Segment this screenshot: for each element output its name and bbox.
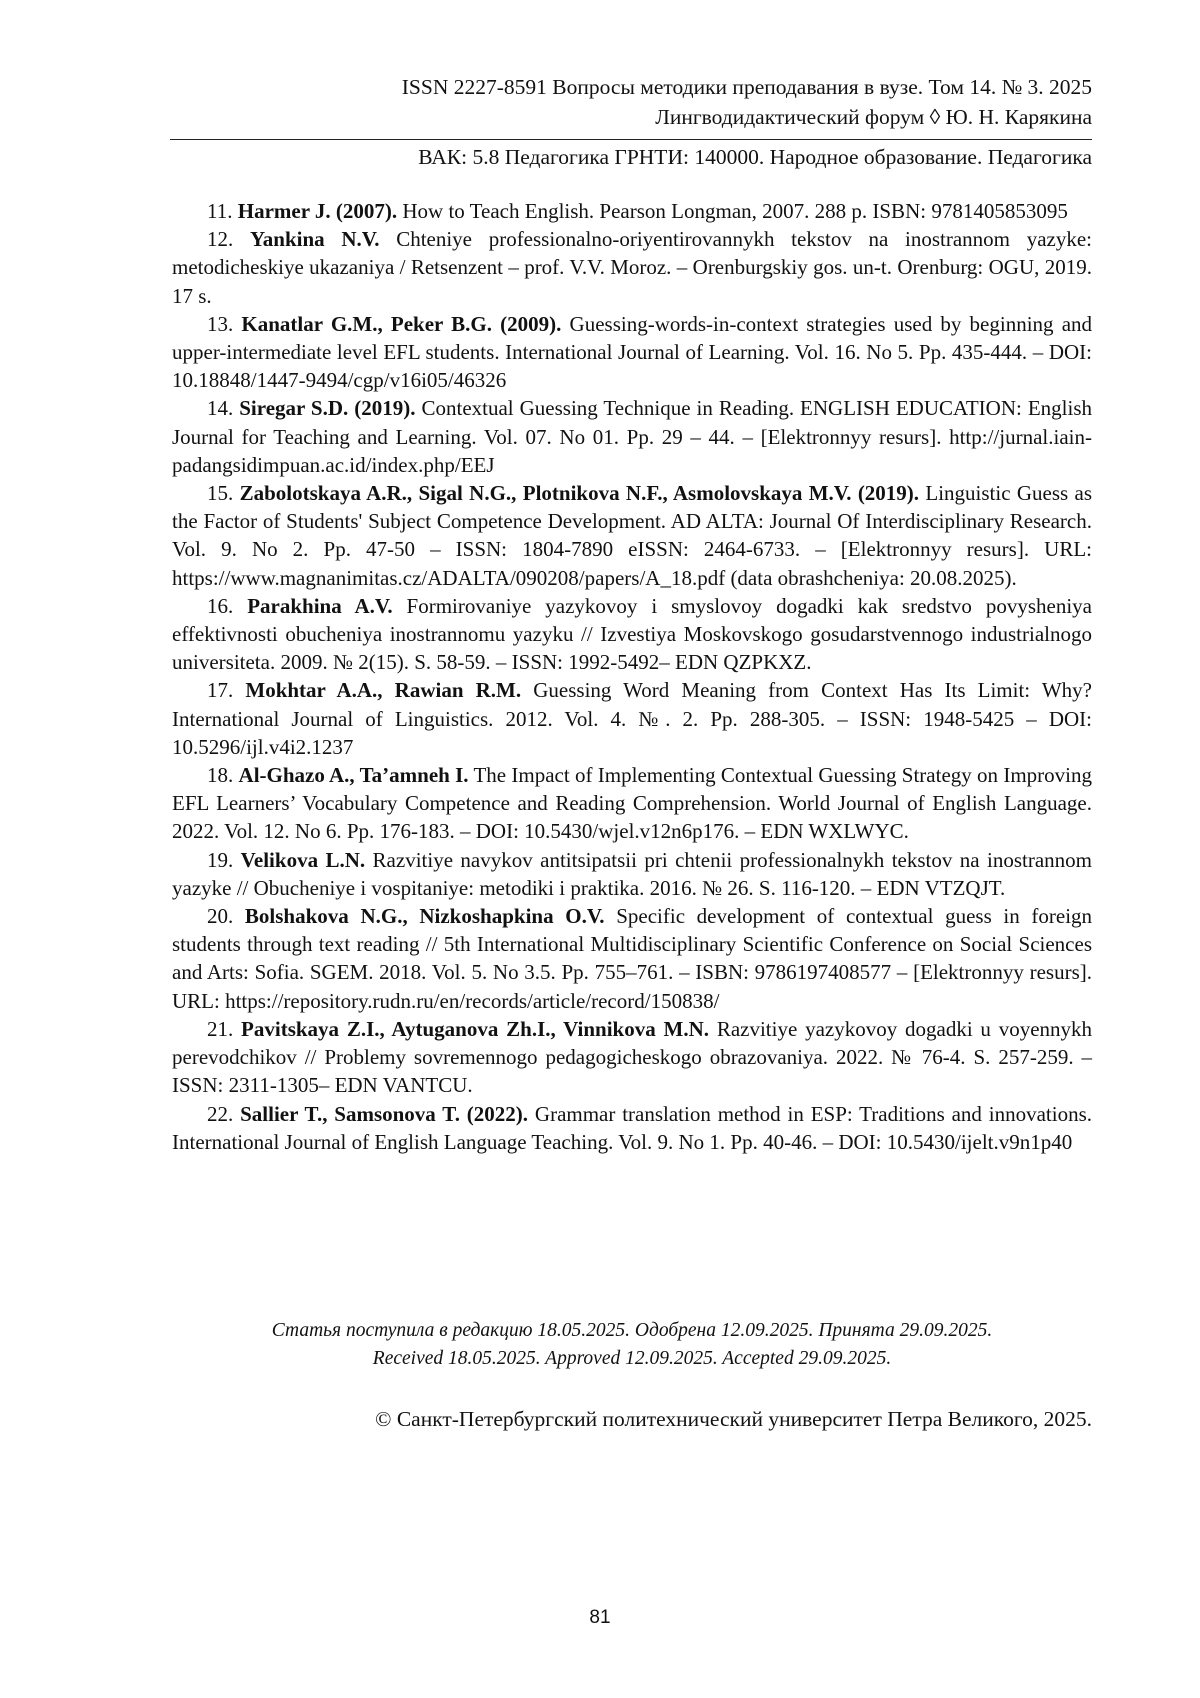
reference-item [172,479,1092,592]
reference-authors: Parakhina A.V. [247,593,393,618]
reference-number: 20. [207,904,234,929]
reference-authors: Al-Ghazo A., Ta’amneh I. [238,763,469,788]
reference-number: 21. [207,1016,234,1041]
copyright-notice: © Санкт-Петербургский политехнический университет Петра Великого, 2025. [375,1407,1092,1431]
reference-authors: Mokhtar A.A., Rawian R.M. [245,678,522,703]
reference-number: 11. [207,199,233,223]
journal-issn-line: ISSN 2227-8591 Вопросы методики преподавания в вузе. Том 14. № 3. 2025 [401,75,1092,99]
reference-text: Guessing Word Meaning from Context Has Its Limit: Why? International Journal of Linguistics. 2012. Vol. 4. №. 2. Pp. 288-305. – ISSN: 1948-5425 – DOI: 10.5296/ijl.v4i2.1237 [172,678,1093,759]
reference-item [172,761,1092,846]
reference-text: Formirovaniye yazykovoy i smyslovoy dogadki kak sredstvo povysheniya effektivnosti obucheniya inostrannomu yazyku // Izvestiya Moskovskogo gosudarstvennogo industrialnogo universiteta. 2009. № 2(15). S. 58-59. – ISSN: 1992-5492– EDN QZPKXZ. [172,593,1092,675]
reference-number: 12. [207,227,234,252]
classification-line: ВАК: 5.8 Педагогика ГРНТИ: 140000. Народное образование. Педагогика [418,145,1092,169]
reference-authors: Zabolotskaya A.R., Sigal N.G., Plotnikova N.F., Asmolovskaya M.V. (2019). [239,481,920,506]
reference-number: 15. [207,481,234,506]
reference-item [172,394,1092,479]
reference-text: Specific development of contextual guess in foreign students through text reading // 5th International Multidisciplinary Scientific Conference on Social Sciences and Arts: Sofia. SGEM. 2018. Vol. 5. No 3.5. Pp. 755–761. – ISBN: 9786197408577 – [Elektronnyy resurs]. URL: https://repository.rudn.ru/en/records/article/record/150838/ [172,904,1093,1013]
page-number: 81 [589,1607,611,1628]
reference-authors: Kanatlar G.M., Peker B.G. (2009). [241,311,562,336]
reference-text: Grammar translation method in ESP: Traditions and innovations. International Journal of English Language Teaching. Vol. 9. No 1. Pp. 40-46. – DOI: 10.5430/ijelt.v9n1p40 [172,1101,1093,1154]
reference-number: 16. [207,593,234,618]
reference-text: Razvitiye yazykovoy dogadki u voyennykh perevodchikov // Problemy sovremennogo pedagogicheskogo obrazovaniya. 2022. № 76-4. S. 257-259. –ISSN: 2311-1305– EDN VANTCU. [172,1016,1093,1098]
reference-item [172,902,1092,1015]
reference-number: 22. [207,1101,234,1126]
reference-item [172,676,1092,761]
reference-number: 17. [207,678,234,703]
dates-russian: Статья поступила в редакцию 18.05.2025. Одобрена 12.09.2025. Принята 29.09.2025. [271,1320,993,1341]
reference-item [172,197,1092,225]
reference-item [172,310,1092,395]
reference-list [172,197,1092,1156]
reference-text: Razvitiye navykov antitsipatsii pri chtenii professionalnykh tekstov na inostrannom yazyke // Obucheniye i vospitaniye: metodiki i praktika. 2016. № 26. S. 116-120. – EDN VTZQJT. [172,847,1092,900]
dates-english: Received 18.05.2025. Approved 12.09.2025. Accepted 29.09.2025. [372,1348,892,1369]
reference-number: 18. [207,763,234,788]
reference-text: Contextual Guessing Technique in Reading. ENGLISH EDUCATION: English Journal for Teaching and Learning. Vol. 07. No 01. Pp. 29 – 44. – [Elektronnyy resurs]. http://jurnal.iain-padangsidimpuan.ac.id/index.php/EEJ [172,396,1092,477]
reference-text: How to Teach English. Pearson Longman, 2007. 288 p. ISBN: 9781405853095 [402,199,1068,223]
reference-text: Linguistic Guess as the Factor of Students' Subject Competence Development. AD ALTA: Journal Of Interdisciplinary Research. Vol. 9. No 2. Pp. 47-50 – ISSN: 1804-7890 eISSN: 2464-6733. – [Elektronnyy resurs]. URL: https://www.magnanimitas.cz/ADALTA/090208/papers/A_18.pdf (data obrashcheniya: 20.08.2025). [172,481,1093,590]
header-divider [170,139,1092,140]
reference-text: Guessing-words-in-context strategies used by beginning and upper-intermediate level EFL students. International Journal of Learning. Vol. 16. No 5. Pp. 435-444. – DOI: 10.18848/1447-9494/cgp/v16i05/46326 [172,311,1093,393]
reference-item [172,592,1092,677]
reference-item [172,846,1092,902]
reference-authors: Velikova L.N. [240,847,366,872]
running-header [170,72,1092,132]
reference-number: 13. [207,311,234,336]
reference-text: The Impact of Implementing Contextual Guessing Strategy on Improving EFL Learners’ Vocabulary Competence and Reading Comprehension. World Journal of English Language. 2022. Vol. 12. No 6. Pp. 176-183. – DOI: 10.5430/wjel.v12n6p176. – EDN WXLWYC. [172,763,1093,844]
article-dates [172,1317,1092,1373]
reference-authors: Pavitskaya Z.I., Aytuganova Zh.I., Vinnikova M.N. [241,1016,710,1041]
reference-authors: Yankina N.V. [249,227,380,252]
section-author-line: Лингводидактический форум ◊ Ю. Н. Карякина [655,105,1092,129]
reference-authors: Harmer J. (2007). [237,199,398,223]
reference-authors: Siregar S.D. (2019). [239,396,416,421]
reference-authors: Sallier T., Samsonova T. (2022). [240,1101,529,1126]
reference-item [172,1100,1092,1156]
reference-number: 19. [207,847,234,872]
reference-authors: Bolshakova N.G., Nizkoshapkina O.V. [244,904,605,929]
reference-item [172,225,1092,310]
reference-item [172,1015,1092,1100]
reference-number: 14. [207,396,234,421]
reference-text: Chteniye professionalno-oriyentirovannykh tekstov na inostrannom yazyke: metodicheskiye ukazaniya / Retsenzent – prof. V.V. Moroz. – Orenburgskiy gos. un-t. Orenburg: OGU, 2019. 17 s. [172,227,1093,308]
